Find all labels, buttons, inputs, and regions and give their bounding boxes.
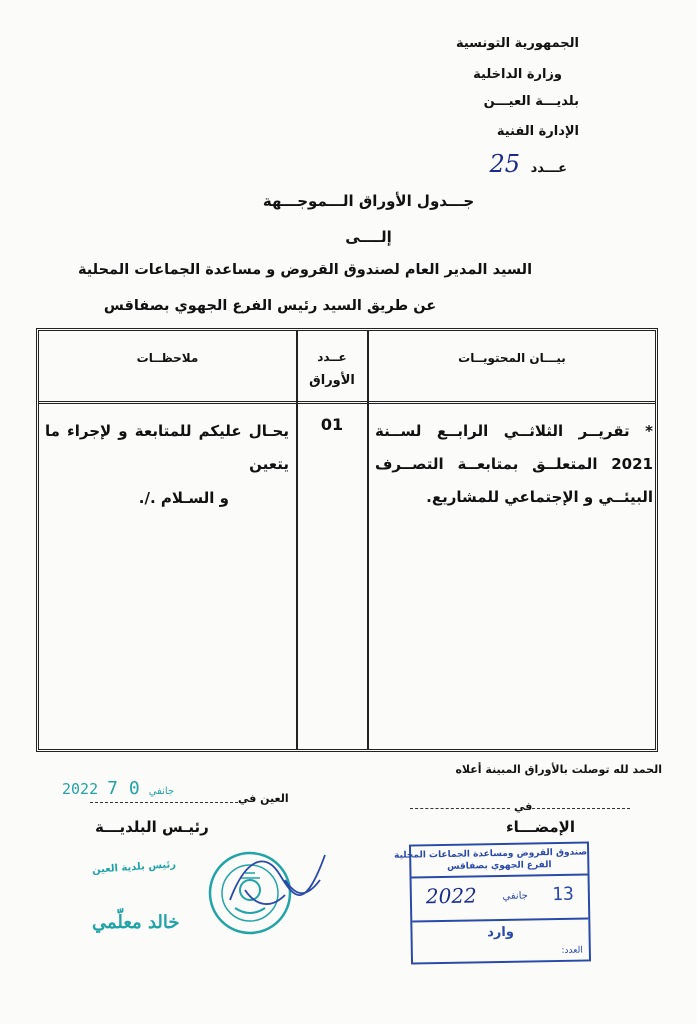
date-stamp-month: جانفي — [148, 786, 175, 797]
col-count-header-line1: عــدد — [317, 350, 347, 364]
col-notes-header: ملاحظــات — [136, 351, 199, 365]
date-dash — [532, 808, 630, 809]
mayor-signature-scribble-icon — [225, 840, 335, 920]
col-contents-header: بيـــان المحتويــات — [458, 351, 566, 365]
col-count-header-line2: الأوراق — [309, 373, 355, 388]
mayor-title: رئيـس البلديـــة — [95, 818, 209, 836]
mayor-date-dash — [90, 802, 238, 803]
number-label: عـــدد — [530, 161, 567, 176]
recipient-line: السيد المدير العام لصندوق القروض و مساعدة الجماعات المحلية — [77, 262, 533, 278]
documents-table — [36, 328, 658, 752]
receipt-stamp-line1: صندوق القروض ومساعدة الجماعات المحلية — [393, 847, 588, 861]
receipt-count-label: العدد: — [561, 945, 583, 956]
row-contents-cell: * تقريــر الثلاثــي الرابــع لســنة 2021 المتعلــق بمتابعــة التصــرف البيئــي و الإجتماعي للمشاريع. — [375, 422, 653, 506]
date-stamp-year: 2022 — [62, 780, 99, 798]
date-dash — [410, 808, 510, 809]
receipt-type: وارد — [487, 924, 514, 941]
receipt-day: 13 — [551, 883, 575, 906]
municipality-name: بلديـــة العيـــن — [483, 94, 579, 109]
receipt-year: 2022 — [425, 883, 477, 909]
via-line: عن طريق السيد رئيس الفرع الجهوي بصفاقس — [103, 298, 437, 314]
signature-label: الإمضـــاء — [505, 818, 575, 836]
in-label: في — [514, 800, 533, 813]
mayor-name-stamp: خالد معلّمي — [92, 912, 180, 933]
seal-caption: رئيس بلدية العين — [91, 859, 177, 876]
ministry-name: وزارة الداخلية — [473, 67, 562, 82]
country-name: الجمهورية التونسية — [455, 36, 579, 51]
row-count-cell: 01 — [320, 415, 344, 434]
receipt-stamp — [393, 841, 591, 964]
row-notes-cell: يحـال عليكم للمتابعة و لإجراء ما يتعين — [45, 422, 289, 473]
receipt-month: جانفي — [502, 890, 528, 902]
column-divider — [367, 331, 369, 749]
reference-number — [490, 150, 567, 178]
department-name: الإدارة الفنية — [496, 124, 579, 139]
salutation: و السـلام ./. — [138, 489, 229, 507]
header-divider — [39, 401, 655, 404]
to-label: إلــــى — [345, 228, 392, 246]
col-count-header — [297, 345, 367, 393]
ain-in-label: العين في — [238, 792, 289, 805]
receipt-date-box — [412, 873, 589, 922]
date-stamp — [62, 778, 174, 799]
receipt-stamp-line2: الفرع الجهوي بصفاقس — [447, 860, 552, 872]
number-value: 25 — [489, 150, 521, 178]
received-statement: الحمد لله توصلت بالأوراق المبينة أعلاه — [455, 763, 662, 776]
column-divider — [296, 331, 298, 749]
date-stamp-day: 0 7 — [107, 778, 140, 799]
document-title: جـــدول الأوراق الـــموجـــهة — [262, 192, 475, 210]
